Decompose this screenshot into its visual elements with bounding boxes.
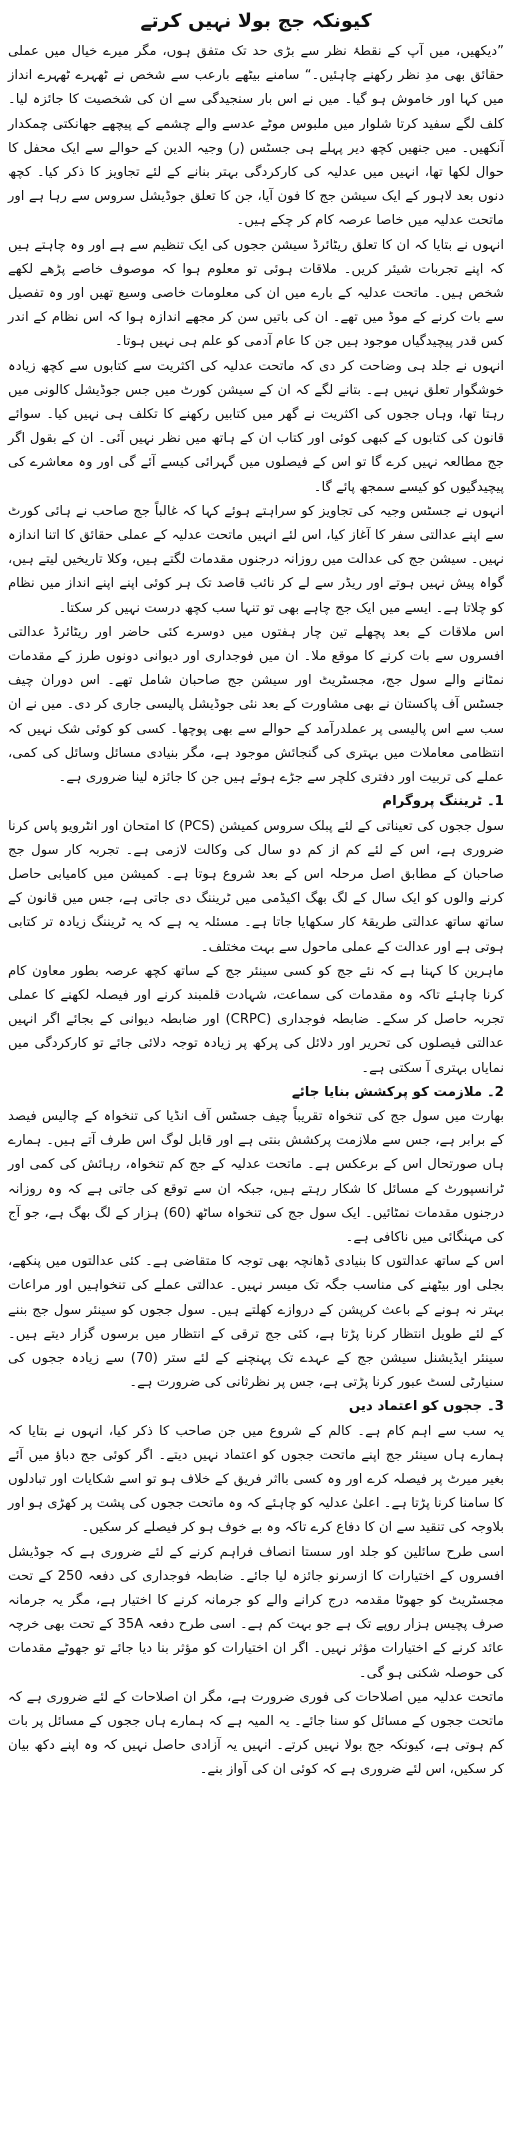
- trust-paragraph-1: یہ سب سے اہم کام ہے۔ کالم کے شروع میں جن صاحب کا ذکر کیا، انہوں نے بتایا کہ ہمارے ہاں سینئر جج اپنے ماتحت ججوں کو اعتماد نہیں دیتے۔ اگر کوئی جج دباؤ میں آئے بغیر میرٹ پر فیصلہ کرے اور وہ کسی بااثر فریق کے خلاف ہو تو اسے شکایات اور تبادلوں کا سامنا کرنا پڑتا ہے۔ اعلیٰ عدلیہ کو چاہئے کہ وہ ماتحت ججوں کی پشت پر کھڑی ہو اور بلاوجہ کی تنقید سے ان کا دفاع کرے تاکہ وہ بے خوف ہو کر فیصلے کر سکیں۔: [7, 1423, 504, 1536]
- training-paragraph-2: ماہرین کا کہنا ہے کہ نئے جج کو کسی سینئر جج کے ساتھ کچھ عرصہ بطور معاون کام کرنا چاہئے تاکہ وہ مقدمات کی سماعت، شہادت قلمبند کرنے اور فیصلہ لکھنے کا عملی تجربہ حاصل کر سکے۔ ضابطہ فوجداری (CRPC) اور ضابطہ دیوانی کے بجائے اگر انہیں عدالتی فیصلوں کی تحریر اور دلائل کی پرکھ پر زیادہ توجہ دلائی جائے تو کارکردگی میں نمایاں بہتری آ سکتی ہے۔: [8, 963, 505, 1076]
- section-heading-trust-judges: 3۔ ججوں کو اعتماد دیں: [348, 1399, 504, 1415]
- column-title: کیونکہ جج بولا نہیں کرتے: [140, 10, 372, 32]
- salary-paragraph-1: بھارت میں سول جج کی تنخواہ تقریباً چیف جسٹس آف انڈیا کی تنخواہ کے چالیس فیصد کے برابر ہے، جس سے ملازمت پرکشش بنتی ہے اور قابل لوگ اس طرف آتے ہیں۔ ہمارے ہاں صورتحال اس کے برعکس ہے۔ ماتحت عدلیہ کے جج کم تنخواہ، رہائش کی کمی اور ٹرانسپورٹ کے مسائل کا شکار رہتے ہیں، جبکہ ان سے توقع کی جاتی ہے کہ وہ روزانہ درجنوں مقدمات نمٹائیں۔ ایک سول جج کی تنخواہ ساٹھ (60) ہزار کے لگ بھگ ہے، جو آج کی مہنگائی میں ناکافی ہے۔: [8, 1108, 504, 1245]
- trust-paragraph-2: اسی طرح سائلین کو جلد اور سستا انصاف فراہم کرنے کے لئے ضروری ہے کہ جوڈیشل افسروں کے اختیارات کا ازسرنو جائزہ لیا جائے۔ ضابطہ فوجداری کی دفعہ 250 کے تحت مجسٹریٹ کو جھوٹا مقدمہ درج کرانے والے کو جرمانہ کرنے کا اختیار ہے، مگر یہ جرمانہ صرف پچیس ہزار روپے تک ہے جو بہت کم ہے۔ اسی طرح دفعہ 35A کے تحت بھی خرچہ عائد کرنے کے اختیارات مؤثر نہیں۔ اگر ان اختیارات کو مؤثر بنا دیا جائے تو جھوٹے مقدمات کی حوصلہ شکنی ہو گی۔: [8, 1544, 504, 1681]
- paragraph-3: انہوں نے جلد ہی وضاحت کر دی کہ ماتحت عدلیہ کی اکثریت سے کتابوں سے کچھ زیادہ خوشگوار تعلق نہیں ہے۔ بتانے لگے کہ ان کے سیشن کورٹ میں جس جوڈیشل کالونی میں رہتا تھا، وہاں ججوں کی اکثریت نے گھر میں کتابیں رکھنے کا تکلف ہی نہیں کیا۔ سوائے قانون کی کتابوں کے کبھی کوئی اور کتاب ان کے ہاتھ میں نظر نہیں آئی۔ ان کے بقول اگر جج مطالعہ نہیں کرے گا تو اس کے فیصلوں میں گہرائی کیسے آئے گی اور وہ معاشرے کی پیچیدگیوں کو کیسے سمجھ پائے گا۔: [8, 358, 504, 495]
- training-paragraph-1: سول ججوں کی تعیناتی کے لئے پبلک سروس کمیشن (PCS) کا امتحان اور انٹرویو پاس کرنا ضروری ہے، اس کے لئے کم از کم دو سال کی وکالت لازمی ہے۔ تجربہ کار سول جج صاحبان کے مطابق اصل مرحلہ اس کے بعد شروع ہوتا ہے۔ کمیشن میں کامیابی حاصل کرنے والوں کو ایک سال کے لگ بھگ اکیڈمی میں ٹریننگ دی جاتی ہے، جس میں قانون کے ساتھ ساتھ عدالتی طریقۂ کار سکھایا جاتا ہے۔ مسئلہ یہ ہے کہ یہ ٹریننگ زیادہ تر کتابی ہوتی ہے اور عدالت کے عملی ماحول سے بہت مختلف۔: [8, 818, 504, 955]
- trust-paragraph-3: ماتحت عدلیہ میں اصلاحات کی فوری ضرورت ہے، مگر ان اصلاحات کے لئے ضروری ہے کہ ماتحت ججوں کے مسائل کو سنا جائے۔ یہ المیہ ہے کہ ہمارے ہاں ججوں کے مسائل پر بات کم ہوتی ہے، کیونکہ جج بولا نہیں کرتے۔ انہیں یہ آزادی حاصل نہیں کہ وہ اپنے دکھ بیان کر سکیں، اس لئے ضروری ہے کہ کوئی ان کی آواز بنے۔: [8, 1689, 504, 1778]
- paragraph-5: اس ملاقات کے بعد پچھلے تین چار ہفتوں میں دوسرے کئی حاضر اور ریٹائرڈ عدالتی افسروں سے بات کرنے کا موقع ملا۔ ان میں فوجداری اور دیوانی دونوں طرز کے مقدمات نمٹانے والے سول جج، مجسٹریٹ اور سیشن جج صاحبان شامل تھے۔ اس دوران چیف جسٹس آف پاکستان نے بھی مشاورت کے بعد نئی جوڈیشل پالیسی جاری کر دی۔ میں نے ان سب سے اس پالیسی پر عملدرآمد کے حوالے سے بھی پوچھا۔ کسی کو کوئی شک نہیں کہ انتظامی معاملات میں بہتری کی گنجائش موجود ہے، مگر بنیادی مسائل وسائل کی کمی، عملے کی تربیت اور دفتری کلچر سے جڑے ہوئے ہیں جن کا جائزہ لینا ضروری ہے۔: [8, 624, 504, 786]
- salary-paragraph-2: اس کے ساتھ عدالتوں کا بنیادی ڈھانچہ بھی توجہ کا متقاضی ہے۔ کئی عدالتوں میں پنکھے، بجلی اور بیٹھنے کی مناسب جگہ تک میسر نہیں۔ عدالتی عملے کی تنخواہیں اور مراعات بہتر نہ ہونے کے باعث کرپشن کے دروازے کھلتے ہیں۔ سول ججوں کو سینئر سول جج بننے کے لئے طویل انتظار کرنا پڑتا ہے، کئی جج ترقی کے انتظار میں برسوں گزار دیتے ہیں۔ سینئر ایڈیشنل سیشن جج کے عہدے تک پہنچنے کے لئے ستر (70) سے زیادہ ججوں کی سنیارٹی لسٹ عبور کرنا پڑتی ہے، جس پر نظرثانی کی ضرورت ہے۔: [8, 1254, 504, 1391]
- paragraph-2: انہوں نے بتایا کہ ان کا تعلق ریٹائرڈ سیشن ججوں کی ایک تنظیم سے ہے اور وہ چاہتے ہیں کہ اپنے تجربات شیئر کریں۔ ملاقات ہوئی تو معلوم ہوا کہ موصوف خاصے پڑھے لکھے شخص ہیں۔ ماتحت عدلیہ کے بارے میں ان کی معلومات خاصی وسیع تھیں اور وہ تفصیل سے بات کرنے کے موڈ میں تھے۔ ان کی باتیں سن کر مجھے اندازہ ہوا کہ اس نظام کے اندر کس قدر پیچیدگیاں موجود ہیں جن کا عام آدمی کو علم ہی نہیں ہوتا۔: [8, 237, 504, 350]
- section-heading-attractive-job: 2۔ ملازمت کو پرکشش بنایا جائے: [291, 1084, 504, 1100]
- paragraph-1: ”دیکھیں، میں آپ کے نقطۂ نظر سے بڑی حد تک متفق ہوں، مگر میرے خیال میں عملی حقائق بھی مدِ نظر رکھنے چاہئیں۔“ سامنے بیٹھے بارعب سے شخص نے ٹھہرے ٹھہرے انداز میں کہا اور خاموش ہو گیا۔ میں نے اس بار سنجیدگی سے ان کی شخصیت کا جائزہ لیا۔ کلف لگے سفید کرتا شلوار میں ملبوس موٹے عدسے والے چشمے کے پیچھے جھانکتی چمکدار آنکھیں۔ میں جنھیں کچھ دیر پہلے ہی جسٹس (ر) وجیہ الدین کے حوالے سے ایک محفل کا حوال لکھا تھا، انہیں میں عدلیہ کی کارکردگی بہتر بنانے کے لئے تجاویز کا ذکر کیا۔ کچھ دنوں بعد لاہور کے ایک سیشن جج کا فون آیا، جن کا تعلق جوڈیشل سروس سے رہا ہے اور ماتحت عدلیہ میں خاصا عرصہ کام کر چکے ہیں۔: [8, 44, 504, 229]
- paragraph-4: انہوں نے جسٹس وجیہ کی تجاویز کو سراہتے ہوئے کہا کہ غالباً جج صاحب نے ہائی کورٹ سے اپنے عدالتی سفر کا آغاز کیا، اس لئے انہیں ماتحت عدلیہ کے عملی حقائق کا اتنا اندازہ نہیں۔ سیشن جج کی عدالت میں روزانہ درجنوں مقدمات لگتے ہیں، وکلا تاریخیں لیتے ہیں، گواہ پیش نہیں ہوتے اور ریڈر سے لے کر نائب قاصد تک ہر کوئی اپنے اپنے انداز میں نظام کو چلاتا ہے۔ ایسے میں ایک جج چاہے بھی تو تنہا سب کچھ درست نہیں کر سکتا۔: [8, 503, 504, 616]
- section-heading-training: 1۔ ٹریننگ پروگرام: [382, 794, 504, 810]
